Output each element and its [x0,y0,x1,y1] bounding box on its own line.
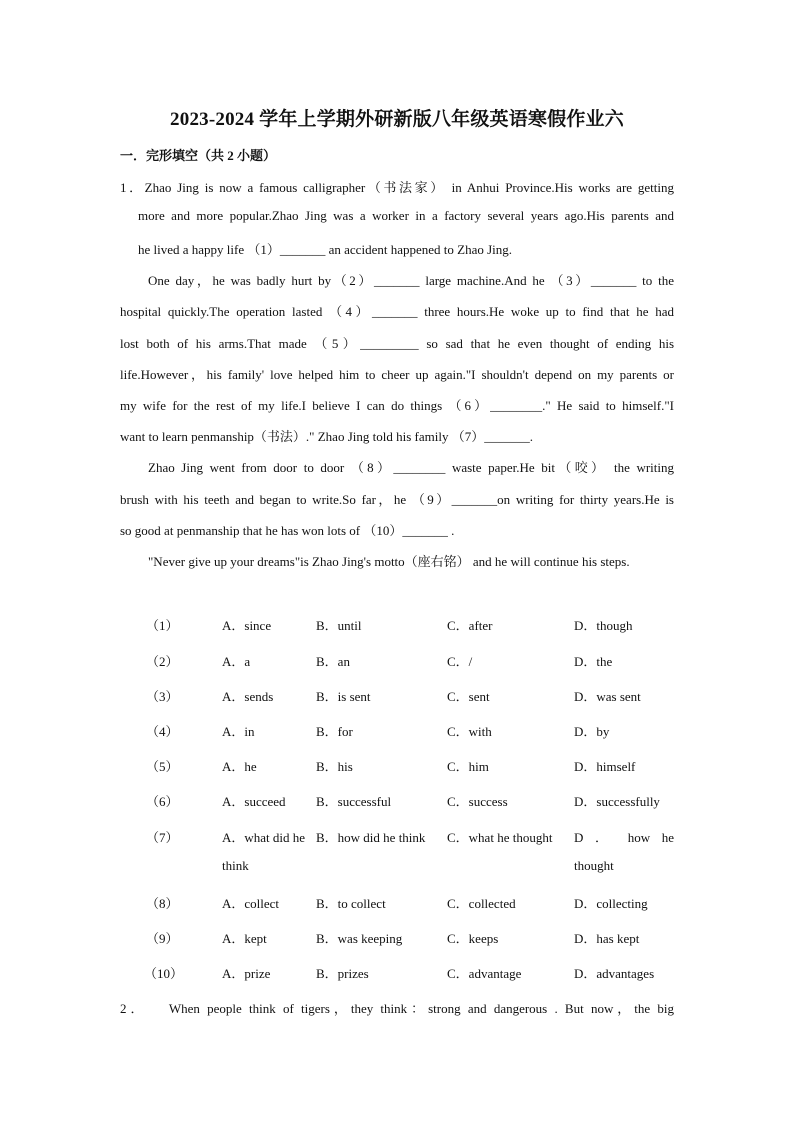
passage-line: lost both of his arms.That made （5）_________ so sad that he even thought of ending his [120,336,674,351]
option-a[interactable]: A．collect [222,896,280,911]
question-number: （1） [146,618,179,633]
passage-line: want to learn penmanship（书法）." Zhao Jing told his family （7）_______. [120,429,533,444]
question-number: （3） [146,689,179,704]
passage-line: more and more popular.Zhao Jing was a worker in a factory several years ago.His parents and [138,208,674,223]
option-b[interactable]: B．to collect [316,896,386,911]
passage-line: 2． When people think of tigers，they think：strong and dangerous . But now，the big [120,1001,674,1016]
question-number: （9） [146,931,179,946]
option-a[interactable]: A．he [222,759,257,774]
option-b[interactable]: B．prizes [316,966,369,981]
passage-line: he lived a happy life （1）_______ an accident happened to Zhao Jing. [138,242,513,257]
option-c[interactable]: C．/ [447,654,473,669]
option-b[interactable]: B．for [316,724,353,739]
option-c[interactable]: C．what he thought [447,830,553,845]
option-a[interactable]: A．prize [222,966,271,981]
option-c[interactable]: C．keeps [447,931,499,946]
passage-line: "Never give up your dreams"is Zhao Jing's motto（座右铭） and he will continue his steps. [148,554,630,569]
passage-line: so good at penmanship that he has won lots of （10）_______ . [120,523,455,538]
question-number: （4） [146,724,179,739]
passage-line: life.However，his family' love helped him to cheer up again."I shouldn't depend on my parents or [120,367,674,382]
option-d[interactable]: D．advantages [574,966,655,981]
option-row [0,721,794,741]
option-d[interactable]: D ． how he [574,830,674,845]
option-row [0,756,794,776]
option-b[interactable]: B．was keeping [316,931,403,946]
option-a[interactable]: A．kept [222,931,267,946]
option-row [0,893,794,913]
option-c[interactable]: C．collected [447,896,516,911]
passage-line: 1．Zhao Jing is now a famous calligrapher（书法家） in Anhui Province.His works are getting [120,180,674,195]
option-row [0,686,794,706]
option-row [0,651,794,671]
option-a-continued[interactable]: think [222,858,249,873]
option-a[interactable]: A．what did he [222,830,306,845]
option-row [0,827,794,877]
option-b[interactable]: B．his [316,759,353,774]
option-c[interactable]: C．sent [447,689,490,704]
option-b[interactable]: B．until [316,618,362,633]
option-d[interactable]: D．was sent [574,689,641,704]
passage-line: hospital quickly.The operation lasted （4）_______ three hours.He woke up to find that he had [120,304,674,319]
option-d[interactable]: D．successfully [574,794,660,809]
option-a[interactable]: A．since [222,618,272,633]
option-d[interactable]: D．has kept [574,931,640,946]
passage-line: my wife for the rest of my life.I believe I can do things （6）________." He said to himself."I [120,398,674,413]
passage-line: One day，he was badly hurt by（2）_______ large machine.And he （3）_______ to the [148,273,674,288]
option-d[interactable]: D．though [574,618,633,633]
option-d[interactable]: D．the [574,654,613,669]
option-row [0,791,794,811]
option-c[interactable]: C．advantage [447,966,522,981]
option-d[interactable]: D．collecting [574,896,648,911]
option-a[interactable]: A．a [222,654,251,669]
section-heading: 一．完形填空（共 2 小题） [120,148,277,163]
option-a[interactable]: A．succeed [222,794,286,809]
question-number: （10） [144,966,184,981]
option-c[interactable]: C．him [447,759,489,774]
question-number: （6） [146,794,179,809]
option-a[interactable]: A．in [222,724,255,739]
question-number: （7） [146,830,179,845]
passage-line: Zhao Jing went from door to door （8）________ waste paper.He bit（咬） the writing [148,460,674,475]
option-a[interactable]: A．sends [222,689,274,704]
option-row [0,928,794,948]
page-title: 2023-2024 学年上学期外研新版八年级英语寒假作业六 [170,109,624,130]
option-row [0,615,794,635]
option-row [0,963,794,983]
option-d[interactable]: D．by [574,724,610,739]
option-c[interactable]: C．success [447,794,508,809]
passage-line: brush with his teeth and began to write.So far，he （9）_______on writing for thirty years.He is [120,492,674,507]
question-number: （5） [146,759,179,774]
option-b[interactable]: B．an [316,654,350,669]
question-number: （2） [146,654,179,669]
option-b[interactable]: B．how did he think [316,830,426,845]
option-d[interactable]: D．himself [574,759,636,774]
option-b[interactable]: B．successful [316,794,392,809]
option-d-continued[interactable]: thought [574,858,614,873]
question-number: （8） [146,896,179,911]
option-c[interactable]: C．after [447,618,493,633]
option-c[interactable]: C．with [447,724,492,739]
option-b[interactable]: B．is sent [316,689,371,704]
